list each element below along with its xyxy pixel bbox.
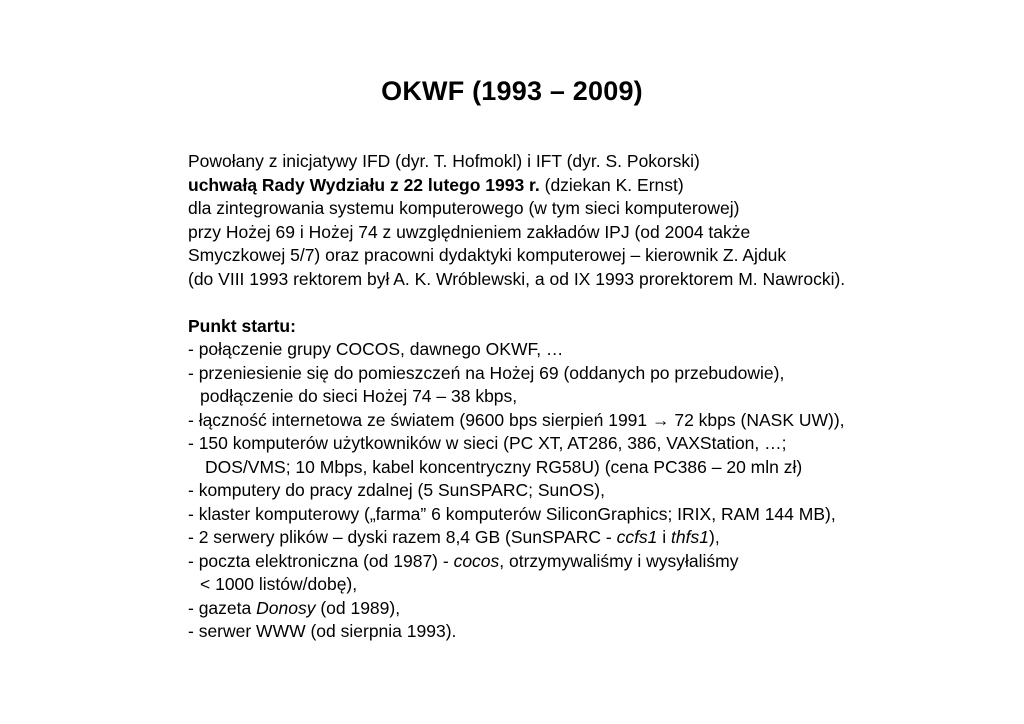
bullet-7-text: - 2 serwery plików – dyski razem 8,4 GB (SunSPARC - (188, 527, 617, 547)
bullet-8-cont: < 1000 listów/dobę), (200, 574, 358, 594)
intro-line-5: Smyczkowej 5/7) oraz pracowni dydaktyki komputerowej – kierownik Z. Ajduk (188, 245, 787, 265)
server-name-ccfs1: ccfs1 (616, 527, 658, 547)
bullet-10: - serwer WWW (od sierpnia 1993). (188, 621, 457, 641)
intro-line-6: (do VIII 1993 rektorem był A. K. Wróblewski, a od IX 1993 prorektorem M. Nawrocki). (188, 268, 846, 289)
bullet-9-text: - gazeta (188, 597, 257, 618)
newspaper-name: Donosy (256, 597, 316, 618)
bullet-7 (188, 526, 1008, 550)
start-heading-text: Punkt startu: (188, 315, 296, 336)
bullet-8-text: - poczta elektroniczna (od 1987) - (188, 550, 454, 571)
start-heading (188, 315, 1008, 339)
slide-title: OKWF (1993 – 2009) (381, 76, 643, 106)
bullet-8-rest: , otrzymywaliśmy i wysyłaliśmy (499, 550, 739, 571)
bullet-4-cont: DOS/VMS; 10 Mbps, kabel koncentryczny RG58U) (cena PC386 – 20 mln zł) (205, 456, 803, 477)
bullet-2: - przeniesienie się do pomieszczeń na Hożej 69 (oddanych po przebudowie), (188, 362, 785, 383)
intro-line-1: Powołany z inicjatywy IFD (dyr. T. Hofmokl) i IFT (dyr. S. Pokorski) (188, 151, 700, 171)
intro-line-3: dla zintegrowania systemu komputerowego (w tym sieci komputerowej) (188, 198, 740, 218)
server-name-thfs1: thfs1 (671, 527, 709, 547)
dean-text: (dziekan K. Ernst) (539, 174, 684, 195)
mail-host-cocos: cocos (453, 550, 500, 571)
bullet-2-cont: podłączenie do sieci Hożej 74 – 38 kbps, (200, 386, 518, 406)
intro-line-4: przy Hożej 69 i Hożej 74 z uwzględnieniem zakładów IPJ (od 2004 także (188, 221, 751, 242)
resolution-bold-text: uchwałą Rady Wydziału z 22 lutego 1993 r. (188, 174, 540, 195)
bullet-9-rest: (od 1989), (315, 597, 401, 618)
bullet-9 (188, 597, 1008, 621)
spacer (188, 291, 1008, 315)
bullet-5: - komputery do pracy zdalnej (5 SunSPARC; SunOS), (188, 480, 605, 500)
bullet-4: - 150 komputerów użytkowników w sieci (PC XT, AT286, 386, VAXStation, …; (188, 433, 787, 453)
bullet-8 (188, 550, 1008, 574)
bullet-1: - połączenie grupy COCOS, dawnego OKWF, … (188, 339, 564, 359)
bullet-7-conj: i (657, 527, 672, 547)
slide-body (188, 150, 1008, 644)
bullet-6: - klaster komputerowy („farma” 6 komputerów SiliconGraphics; IRIX, RAM 144 MB), (188, 503, 836, 524)
bullet-7-end: ), (709, 527, 720, 547)
bullet-3: - łączność internetowa ze światem (9600 bps sierpień 1991 → 72 kbps (NASK UW)), (188, 409, 845, 430)
intro-line-2 (188, 174, 1008, 198)
